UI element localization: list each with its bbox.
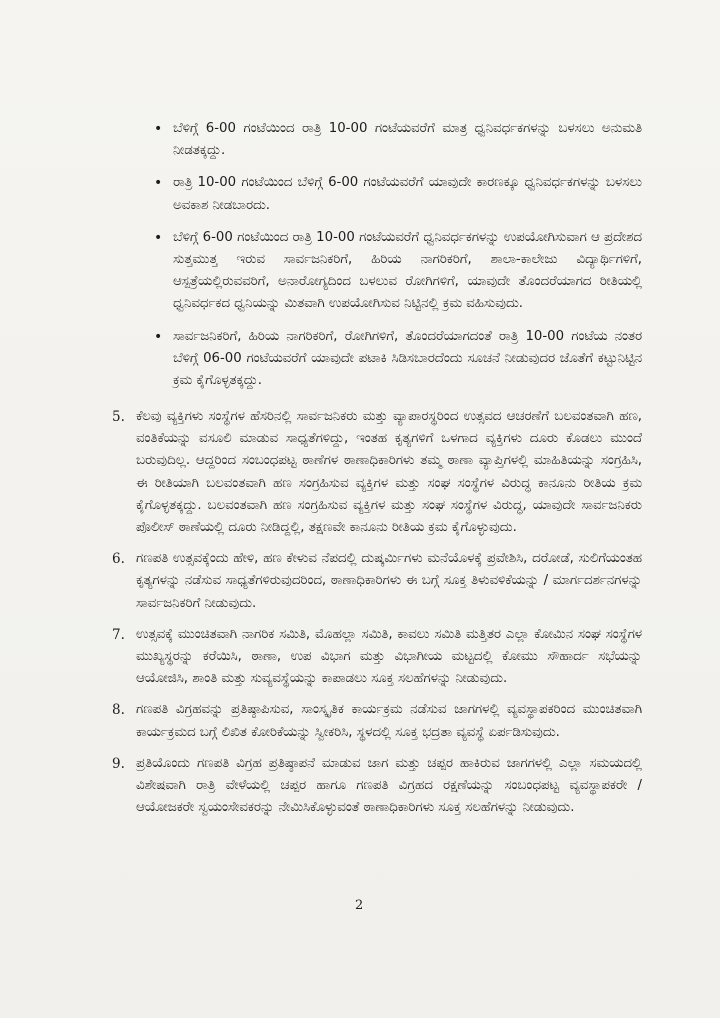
bullet-text: ಬೆಳಿಗ್ಗೆ 6-00 ಗಂಟೆಯಿಂದ ರಾತ್ರಿ 10-00 ಗಂಟೆಯವರೆಗೆ ಮಾತ್ರ ಧ್ವನಿವರ್ಧಕಗಳನ್ನು ಬಳಸಲು ಅನುಮತಿ ನೀಡತಕ್ಕದ್ದು. [173,121,642,159]
numbered-item-7 [112,624,642,691]
item-number: 8. [112,702,125,719]
bullet-text: ರಾತ್ರಿ 10-00 ಗಂಟೆಯಿಂದ ಬೆಳಿಗ್ಗೆ 6-00 ಗಂಟೆಯವರೆಗೆ ಯಾವುದೇ ಕಾರಣಕ್ಕೂ ಧ್ವನಿವರ್ಧಕಗಳನ್ನು ಬಳಸಲು ಅವಕಾಶ ನೀಡಬಾರದು. [173,175,642,213]
item-text: ಉತ್ಸವಕ್ಕೆ ಮುಂಚಿತವಾಗಿ ನಾಗರಿಕ ಸಮಿತಿ, ಮೊಹಲ್ಲಾ ಸಮಿತಿ, ಕಾವಲು ಸಮಿತಿ ಮತ್ತಿತರ ಎಲ್ಲಾ ಕೋಮಿನ ಸಂಘ ಸಂಸ್ಥೆಗಳ ಮುಖ್ಯಸ್ಥರನ್ನು ಕರೆಯಿಸಿ, ಠಾಣಾ, ಉಪ ವಿಭಾಗ ಮತ್ತು ವಿಭಾಗೀಯ ಮಟ್ಟದಲ್ಲಿ ಕೋಮು ಸೌಹಾರ್ದ ಸಭೆಯನ್ನು ಆಯೋಜಿಸಿ, ಶಾಂತಿ ಮತ್ತು ಸುವ್ಯವಸ್ಥೆಯನ್ನು ಕಾಪಾಡಲು ಸೂಕ್ತ ಸಲಹೆಗಳನ್ನು ನೀಡುವುದು. [136,626,642,687]
item-number: 5. [112,409,125,425]
item-number: 9. [112,755,125,772]
numbered-list [112,406,642,828]
bullet-list [152,118,642,402]
item-text: ಗಣಪತಿ ಉತ್ಸವಕ್ಕೆಂದು ಹೇಳಿ, ಹಣ ಕೇಳುವ ನೆಪದಲ್ಲಿ ದುಷ್ಕರ್ಮಿಗಳು ಮನೆಯೊಳಕ್ಕೆ ಪ್ರವೇಶಿಸಿ, ದರೋಡೆ, ಸುಲಿಗೆಯಂತಹ ಕೃತ್ಯಗಳನ್ನು ನಡೆಸುವ ಸಾಧ್ಯತೆಗಳಿರುವುದರಿಂದ, ಠಾಣಾಧಿಕಾರಿಗಳು ಈ ಬಗ್ಗೆ ಸೂಕ್ತ ತಿಳುವಳಿಕೆಯನ್ನು / ಮಾರ್ಗದರ್ಶನಗಳನ್ನು ಸಾರ್ವಜನಿಕರಿಗೆ ನೀಡುವುದು. [136,551,642,611]
bullet-item [152,118,642,162]
page-number: 2 [355,898,364,913]
numbered-item-5 [112,406,642,539]
item-text: ಗಣಪತಿ ವಿಗ್ರಹವನ್ನು ಪ್ರತಿಷ್ಠಾಪಿಸುವ, ಸಾಂಸ್ಕೃತಿಕ ಕಾರ್ಯಕ್ರಮ ನಡೆಸುವ ಜಾಗಗಳಲ್ಲಿ ವ್ಯವಸ್ಥಾಪಕರಿಂದ ಮುಂಚಿತವಾಗಿ ಕಾರ್ಯಕ್ರಮದ ಬಗ್ಗೆ ಲಿಖಿತ ಕೋರಿಕೆಯನ್ನು ಸ್ವೀಕರಿಸಿ, ಸ್ಥಳದಲ್ಲಿ ಸೂಕ್ತ ಭದ್ರತಾ ವ್ಯವಸ್ಥೆ ಏರ್ಪಡಿಸುವುದು. [136,702,642,740]
bullet-dot-icon: • [154,175,163,192]
bullet-text: ಸಾರ್ವಜನಿಕರಿಗೆ, ಹಿರಿಯ ನಾಗರಿಕರಿಗೆ, ರೋಗಿಗಳಿಗೆ, ತೊಂದರೆಯಾಗದಂತೆ ರಾತ್ರಿ 10-00 ಗಂಟೆಯ ನಂತರ ಬೆಳಿಗ್ಗೆ 06-00 ಗಂಟೆಯವರೆಗೆ ಯಾವುದೇ ಪಟಾಕಿ ಸಿಡಿಸಬಾರದೆಂದು ಸೂಚನೆ ನೀಡುವುದರ ಜೊತೆಗೆ ಕಟ್ಟುನಿಟ್ಟಿನ ಕ್ರಮ ಕೈಗೊಳ್ಳತಕ್ಕದ್ದು. [173,328,642,389]
item-text: ಕೆಲವು ವ್ಯಕ್ತಿಗಳು ಸಂಸ್ಥೆಗಳ ಹೆಸರಿನಲ್ಲಿ ಸಾರ್ವಜನಿಕರು ಮತ್ತು ವ್ಯಾಪಾರಸ್ಥರಿಂದ ಉತ್ಸವದ ಆಚರಣೆಗೆ ಬಲವಂತವಾಗಿ ಹಣ, ವಂತಿಕೆಯನ್ನು ವಸೂಲಿ ಮಾಡುವ ಸಾಧ್ಯತೆಗಳಿದ್ದು, ಇಂತಹ ಕೃತ್ಯಗಳಿಗೆ ಒಳಗಾದ ವ್ಯಕ್ತಿಗಳು ದೂರು ಕೊಡಲು ಮುಂದೆ ಬರುವುದಿಲ್ಲ. ಆದ್ದರಿಂದ ಸಂಬಂಧಪಟ್ಟ ಠಾಣೆಗಳ ಠಾಣಾಧಿಕಾರಿಗಳು ತಮ್ಮ ಠಾಣಾ ವ್ಯಾಪ್ತಿಗಳಲ್ಲಿ ಮಾಹಿತಿಯನ್ನು ಸಂಗ್ರಹಿಸಿ, ಈ ರೀತಿಯಾಗಿ ಬಲವಂತವಾಗಿ ಹಣ ಸಂಗ್ರಹಿಸುವ ವ್ಯಕ್ತಿಗಳ ಮತ್ತು ಸಂಘ ಸಂಸ್ಥೆಗಳ ವಿರುದ್ಧ ಕಾನೂನು ರೀತಿಯ ಕ್ರಮ ಕೈಗೊಳ್ಳತಕ್ಕದ್ದು. ಬಲವಂತವಾಗಿ ಹಣ ಸಂಗ್ರಹಿಸುವ ವ್ಯಕ್ತಿಗಳ ಮತ್ತು ಸಂಘ ಸಂಸ್ಥೆಗಳ ವಿರುದ್ಧ, ಯಾವುದೇ ಸಾರ್ವಜನಿಕರು ಪೊಲೀಸ್ ಠಾಣೆಯಲ್ಲಿ ದೂರು ನೀಡಿದ್ದಲ್ಲಿ, ತಕ್ಷಣವೇ ಕಾನೂನು ರೀತಿಯ ಕ್ರಮ ಕೈಗೊಳ್ಳುವುದು. [136,409,642,536]
item-number: 6. [112,551,125,568]
numbered-item-8 [112,699,642,743]
bullet-dot-icon: • [154,328,163,345]
bullet-item [152,227,642,316]
item-text: ಪ್ರತಿಯೊಂದು ಗಣಪತಿ ವಿಗ್ರಹ ಪ್ರತಿಷ್ಠಾಪನೆ ಮಾಡುವ ಜಾಗ ಮತ್ತು ಚಪ್ಪರ ಹಾಕಿರುವ ಜಾಗಗಳಲ್ಲಿ ಎಲ್ಲಾ ಸಮಯದಲ್ಲಿ ವಿಶೇಷವಾಗಿ ರಾತ್ರಿ ವೇಳೆಯಲ್ಲಿ ಚಪ್ಪರ ಹಾಗೂ ಗಣಪತಿ ವಿಗ್ರಹದ ರಕ್ಷಣೆಯನ್ನು ಸಂಬಂಧಪಟ್ಟ ವ್ಯವಸ್ಥಾಪಕರೇ / ಆಯೋಜಕರೇ ಸ್ವಯಂಸೇವಕರನ್ನು ನೇಮಿಸಿಕೊಳ್ಳುವಂತೆ ಠಾಣಾಧಿಕಾರಿಗಳು ಸೂಕ್ತ ಸಲಹೆಗಳನ್ನು ನೀಡುವುದು. [136,755,642,816]
bullet-dot-icon: • [154,229,163,246]
bullet-dot-icon: • [154,121,163,137]
bullet-item [152,326,642,393]
item-number: 7. [112,626,125,643]
numbered-item-6 [112,548,642,615]
bullet-item [152,172,642,216]
numbered-item-9 [112,753,642,820]
bullet-text: ಬೆಳಿಗ್ಗೆ 6-00 ಗಂಟೆಯಿಂದ ರಾತ್ರಿ 10-00 ಗಂಟೆಯವರೆಗೆ ಧ್ವನಿವರ್ಧಕಗಳನ್ನು ಉಪಯೋಗಿಸುವಾಗ ಆ ಪ್ರದೇಶದ ಸುತ್ತಮುತ್ತ ಇರುವ ಸಾರ್ವಜನಿಕರಿಗೆ, ಹಿರಿಯ ನಾಗರಿಕರಿಗೆ, ಶಾಲಾ-ಕಾಲೇಜು ವಿದ್ಯಾರ್ಥಿಗಳಿಗೆ, ಆಸ್ಪತ್ರೆಯಲ್ಲಿರುವವರಿಗೆ, ಅನಾರೋಗ್ಯದಿಂದ ಬಳಲುವ ರೋಗಿಗಳಿಗೆ, ಯಾವುದೇ ತೊಂದರೆಯಾಗದ ರೀತಿಯಲ್ಲಿ ಧ್ವನಿವರ್ಧಕದ ಧ್ವನಿಯನ್ನು ಮಿತವಾಗಿ ಉಪಯೋಗಿಸುವ ನಿಟ್ಟಿನಲ್ಲಿ ಕ್ರಮ ವಹಿಸುವುದು. [173,229,642,312]
